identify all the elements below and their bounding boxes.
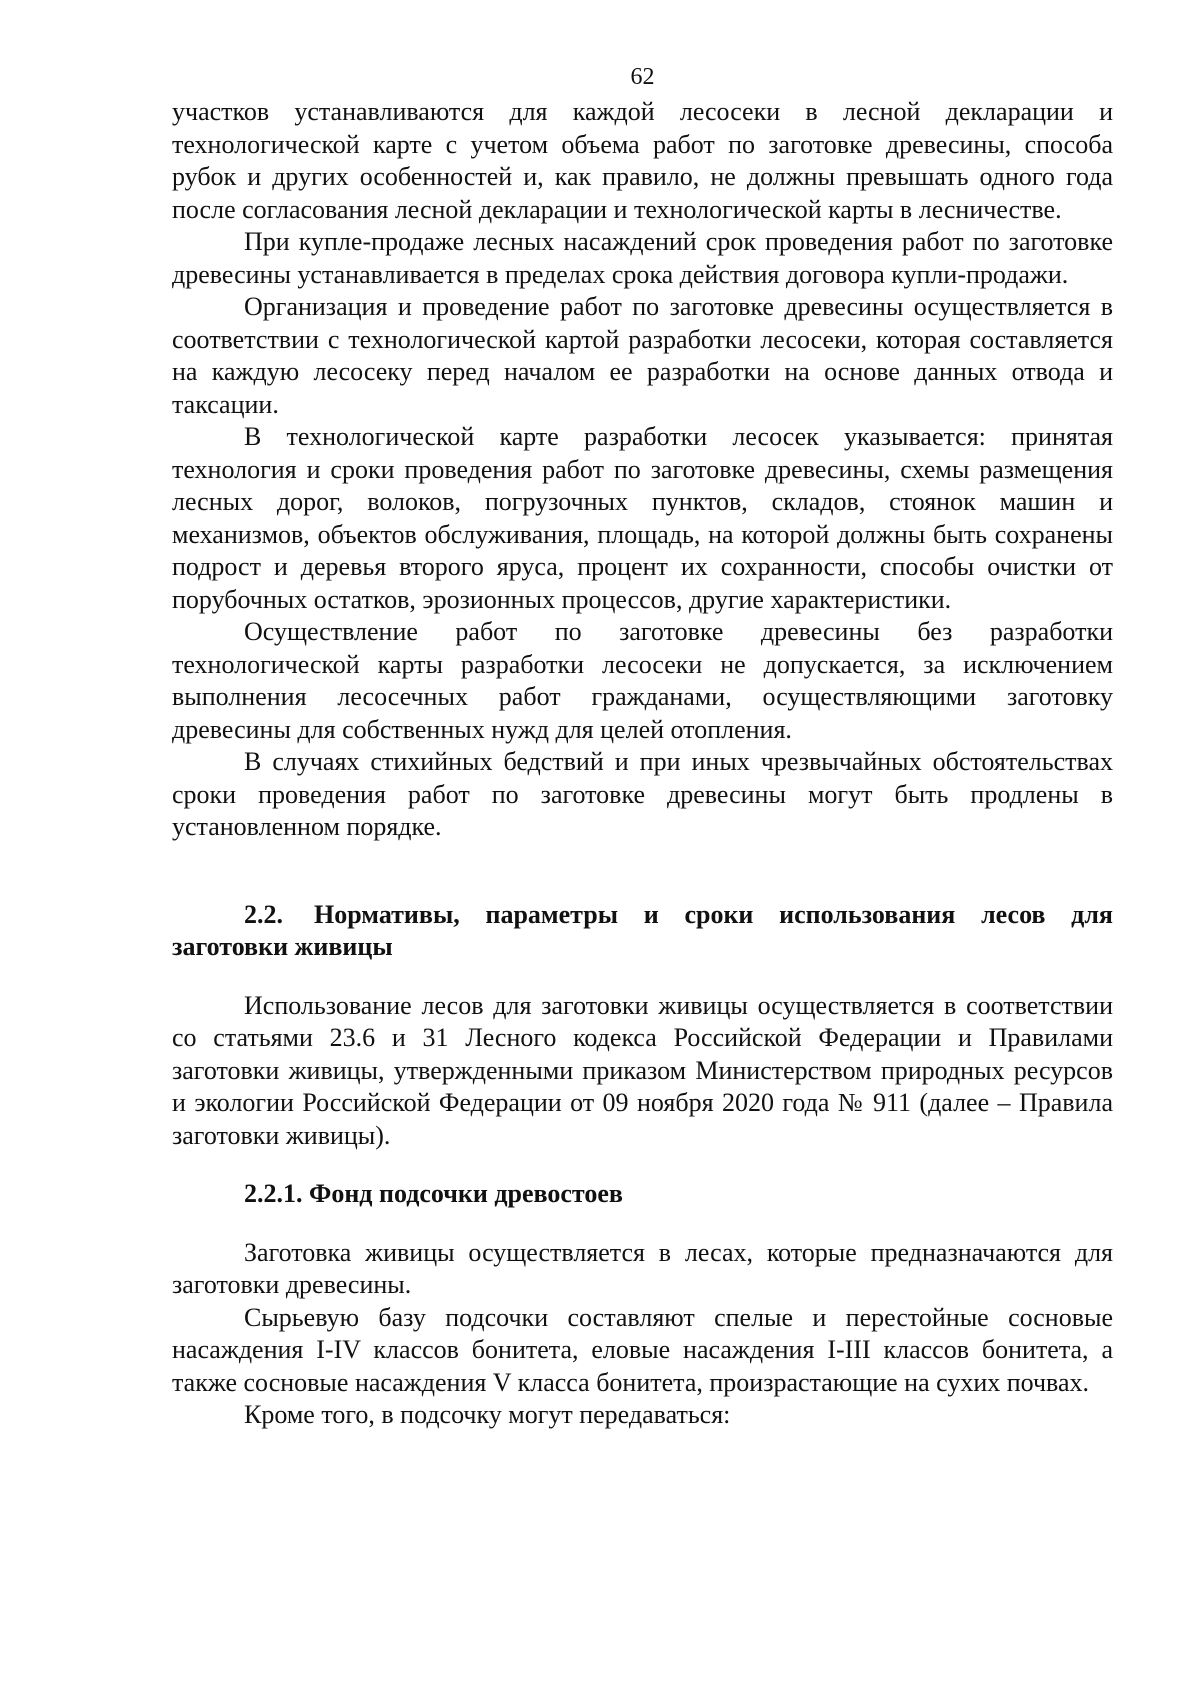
paragraph: В технологической карте разработки лесосек указывается: принятая технология и сроки проведения работ по заготовке древесины, схемы размещения лесных дорог, волоков, погрузочных пунктов, складов, стоянок машин и механизмов, объектов обслуживания, площадь, на которой должны быть сохранены подрост и деревья второго яруса, процент их сохранности, способы очистки от порубочных остатков, эрозионных процессов, другие характеристики. [172,422,1113,614]
paragraph: Кроме того, в подсочку могут передаваться: [244,1400,731,1429]
subsection-heading-2-2-1: 2.2.1. Фонд подсочки древостоев [244,1179,623,1208]
section-number: 2.2. [244,899,283,929]
paragraph: Осуществление работ по заготовке древесины без разработки технологической карты разработки лесосеки не допускается, за исключением выполнения лесосечных работ гражданами, осуществляющими заготовку древесины для собственных нужд для целей отопления. [172,617,1113,744]
paragraph: Сырьевую базу подсочки составляют спелые и перестойные сосновые насаждения I-IV классов бонитета, еловые насаждения I-III классов бонитета, а также сосновые насаждения V класса бонитета, произрастающие на сухих почвах. [172,1302,1113,1397]
paragraph: Использование лесов для заготовки живицы осуществляется в соответствии со статьями 23.6 и 31 Лесного кодекса Российской Федерации и Правилами заготовки живицы, утвержденными приказом Министерством природных ресурсов и экологии Российской Федерации от 09 ноября 2020 года № 911 (далее – Правила заготовки живицы). [172,990,1113,1150]
section-heading-2-2 [172,899,1113,964]
paragraph: При купле-продаже лесных насаждений срок проведения работ по заготовке древесины устанавливается в пределах срока действия договора купли-продажи. [172,227,1113,289]
paragraph: Заготовка живицы осуществляется в лесах, которые предназначаются для заготовки древесины. [172,1237,1113,1299]
paragraph: Организация и проведение работ по заготовке древесины осуществляется в соответствии с технологической картой разработки лесосеки, которая составляется на каждую лесосеку перед началом ее разработки на основе данных отвода и таксации. [172,292,1113,419]
section-title: Нормативы, параметры и сроки использования лесов для заготовки живицы [172,899,1113,961]
document-page [172,62,1113,1432]
page-number: 62 [630,64,655,90]
paragraph-continuation: участков устанавливаются для каждой лесосеки в лесной декларации и технологической карте с учетом объема работ по заготовке древесины, способа рубок и других особенностей и, как правило, не должны превышать одного года после согласования лесной декларации и технологической карты в лесничестве. [172,97,1113,224]
paragraph: В случаях стихийных бедствий и при иных чрезвычайных обстоятельствах сроки проведения работ по заготовке древесины могут быть продлены в установленном порядке. [172,747,1113,841]
